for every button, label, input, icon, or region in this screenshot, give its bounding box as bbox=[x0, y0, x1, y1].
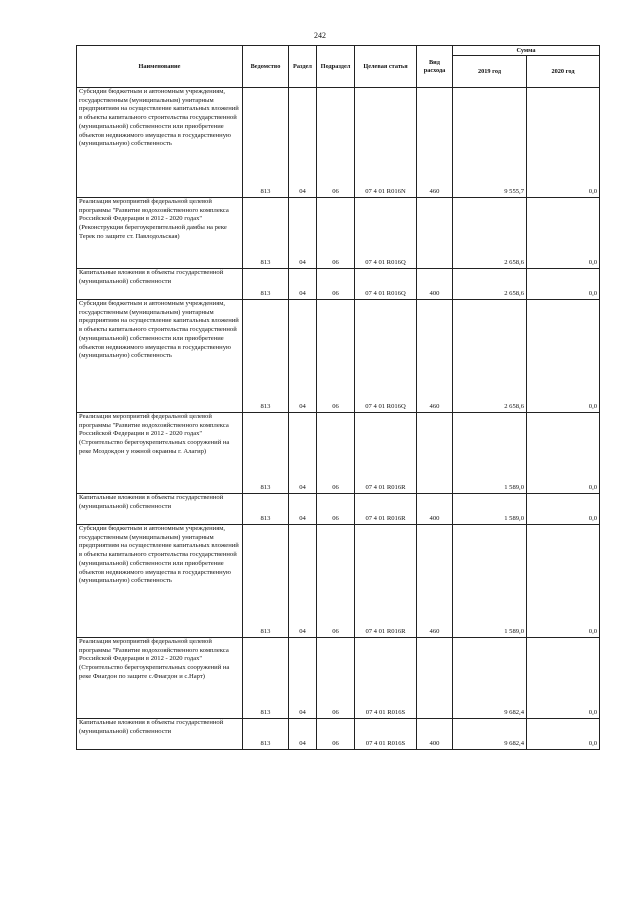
row-department: 813 bbox=[243, 525, 289, 638]
row-subsection: 06 bbox=[317, 494, 355, 525]
row-name: Капитальные вложения в объекты государственной (муниципальной) собственности bbox=[77, 719, 243, 750]
row-sum-2019: 9 682,4 bbox=[453, 719, 527, 750]
row-expense-type: 460 bbox=[417, 88, 453, 198]
row-section: 04 bbox=[289, 300, 317, 413]
header-section: Раздел bbox=[289, 46, 317, 88]
table-row bbox=[77, 198, 600, 269]
row-expense-type bbox=[417, 413, 453, 494]
row-target-article: 07 4 01 R016R bbox=[355, 413, 417, 494]
row-department: 813 bbox=[243, 413, 289, 494]
row-target-article: 07 4 01 R016R bbox=[355, 494, 417, 525]
row-sum-2019: 2 658,6 bbox=[453, 198, 527, 269]
row-sum-2020: 0,0 bbox=[527, 494, 600, 525]
row-target-article: 07 4 01 R016N bbox=[355, 88, 417, 198]
row-name: Реализация мероприятий федеральной целевой программы "Развитие водохозяйственного комплекса Российской Федерации в 2012 - 2020 годах" (Строительство берегоукрепительных сооружений на реке Моздокдон у южной окраины г. Алагир) bbox=[77, 413, 243, 494]
table-row bbox=[77, 300, 600, 413]
header-sum: Сумма bbox=[453, 46, 600, 56]
row-name: Субсидии бюджетным и автономным учреждениям, государственным (муниципальным) унитарным предприятиям на осуществление капитальных вложений в объекты капитального строительства государственной (муниципальной) собственности или приобретение объектов недвижимого имущества в государственную (муниципальную) собственность bbox=[77, 300, 243, 413]
row-subsection: 06 bbox=[317, 269, 355, 300]
row-expense-type bbox=[417, 198, 453, 269]
row-sum-2019: 2 658,6 bbox=[453, 269, 527, 300]
header-expense-type: Вид расхода bbox=[417, 46, 453, 88]
row-name: Субсидии бюджетным и автономным учреждениям, государственным (муниципальным) унитарным предприятиям на осуществление капитальных вложений в объекты капитального строительства государственной (муниципальной) собственности или приобретение объектов недвижимого имущества в государственную (муниципальную) собственность bbox=[77, 88, 243, 198]
row-expense-type: 460 bbox=[417, 300, 453, 413]
row-name: Реализация мероприятий федеральной целевой программы "Развитие водохозяйственного комплекса Российской Федерации в 2012 - 2020 годах" (Строительство берегоукрепительных сооружений на реке Фиагдон по защите с.Фиагдон и с.Нарт) bbox=[77, 638, 243, 719]
row-sum-2020: 0,0 bbox=[527, 413, 600, 494]
row-section: 04 bbox=[289, 413, 317, 494]
table-row bbox=[77, 494, 600, 525]
row-department: 813 bbox=[243, 198, 289, 269]
row-department: 813 bbox=[243, 494, 289, 525]
row-sum-2020: 0,0 bbox=[527, 269, 600, 300]
row-section: 04 bbox=[289, 269, 317, 300]
row-expense-type: 400 bbox=[417, 494, 453, 525]
row-sum-2019: 1 589,0 bbox=[453, 525, 527, 638]
row-department: 813 bbox=[243, 88, 289, 198]
row-sum-2019: 1 589,0 bbox=[453, 494, 527, 525]
row-expense-type bbox=[417, 638, 453, 719]
table-row bbox=[77, 88, 600, 198]
row-sum-2020: 0,0 bbox=[527, 300, 600, 413]
row-name: Реализация мероприятий федеральной целевой программы "Развитие водохозяйственного комплекса Российской Федерации в 2012 - 2020 годах" (Реконструкция берегоукрепительной дамбы на реке Терек по защите ст. Павлодольская) bbox=[77, 198, 243, 269]
row-department: 813 bbox=[243, 719, 289, 750]
row-section: 04 bbox=[289, 719, 317, 750]
row-subsection: 06 bbox=[317, 198, 355, 269]
row-section: 04 bbox=[289, 88, 317, 198]
header-department: Ведомство bbox=[243, 46, 289, 88]
row-sum-2020: 0,0 bbox=[527, 198, 600, 269]
row-target-article: 07 4 01 R016S bbox=[355, 719, 417, 750]
row-department: 813 bbox=[243, 638, 289, 719]
row-name: Субсидии бюджетным и автономным учреждениям, государственным (муниципальным) унитарным предприятиям на осуществление капитальных вложений в объекты капитального строительства государственной (муниципальной) собственности или приобретение объектов недвижимого имущества в государственную (муниципальную) собственность bbox=[77, 525, 243, 638]
row-sum-2019: 2 658,6 bbox=[453, 300, 527, 413]
row-section: 04 bbox=[289, 198, 317, 269]
table-header bbox=[77, 46, 600, 88]
row-sum-2020: 0,0 bbox=[527, 88, 600, 198]
row-subsection: 06 bbox=[317, 413, 355, 494]
row-sum-2019: 9 555,7 bbox=[453, 88, 527, 198]
row-target-article: 07 4 01 R016Q bbox=[355, 198, 417, 269]
row-expense-type: 400 bbox=[417, 719, 453, 750]
row-department: 813 bbox=[243, 300, 289, 413]
header-name: Наименование bbox=[77, 46, 243, 88]
table-row bbox=[77, 413, 600, 494]
row-subsection: 06 bbox=[317, 638, 355, 719]
table-row bbox=[77, 638, 600, 719]
row-target-article: 07 4 01 R016Q bbox=[355, 300, 417, 413]
row-sum-2020: 0,0 bbox=[527, 638, 600, 719]
row-target-article: 07 4 01 R016Q bbox=[355, 269, 417, 300]
row-expense-type: 400 bbox=[417, 269, 453, 300]
row-target-article: 07 4 01 R016S bbox=[355, 638, 417, 719]
row-name: Капитальные вложения в объекты государственной (муниципальной) собственности bbox=[77, 494, 243, 525]
row-subsection: 06 bbox=[317, 719, 355, 750]
budget-table bbox=[76, 45, 600, 750]
row-target-article: 07 4 01 R016R bbox=[355, 525, 417, 638]
row-sum-2019: 9 682,4 bbox=[453, 638, 527, 719]
row-expense-type: 460 bbox=[417, 525, 453, 638]
row-sum-2020: 0,0 bbox=[527, 525, 600, 638]
header-year-2019: 2019 год bbox=[453, 56, 527, 88]
header-year-2020: 2020 год bbox=[527, 56, 600, 88]
table-row bbox=[77, 269, 600, 300]
header-target-article: Целевая статья bbox=[355, 46, 417, 88]
row-name: Капитальные вложения в объекты государственной (муниципальной) собственности bbox=[77, 269, 243, 300]
row-sum-2019: 1 589,0 bbox=[453, 413, 527, 494]
row-subsection: 06 bbox=[317, 300, 355, 413]
header-subsection: Подраздел bbox=[317, 46, 355, 88]
row-department: 813 bbox=[243, 269, 289, 300]
row-section: 04 bbox=[289, 638, 317, 719]
row-section: 04 bbox=[289, 494, 317, 525]
page-number: 242 bbox=[314, 31, 326, 40]
row-subsection: 06 bbox=[317, 88, 355, 198]
table-row bbox=[77, 719, 600, 750]
row-sum-2020: 0,0 bbox=[527, 719, 600, 750]
table-row bbox=[77, 525, 600, 638]
row-subsection: 06 bbox=[317, 525, 355, 638]
row-section: 04 bbox=[289, 525, 317, 638]
